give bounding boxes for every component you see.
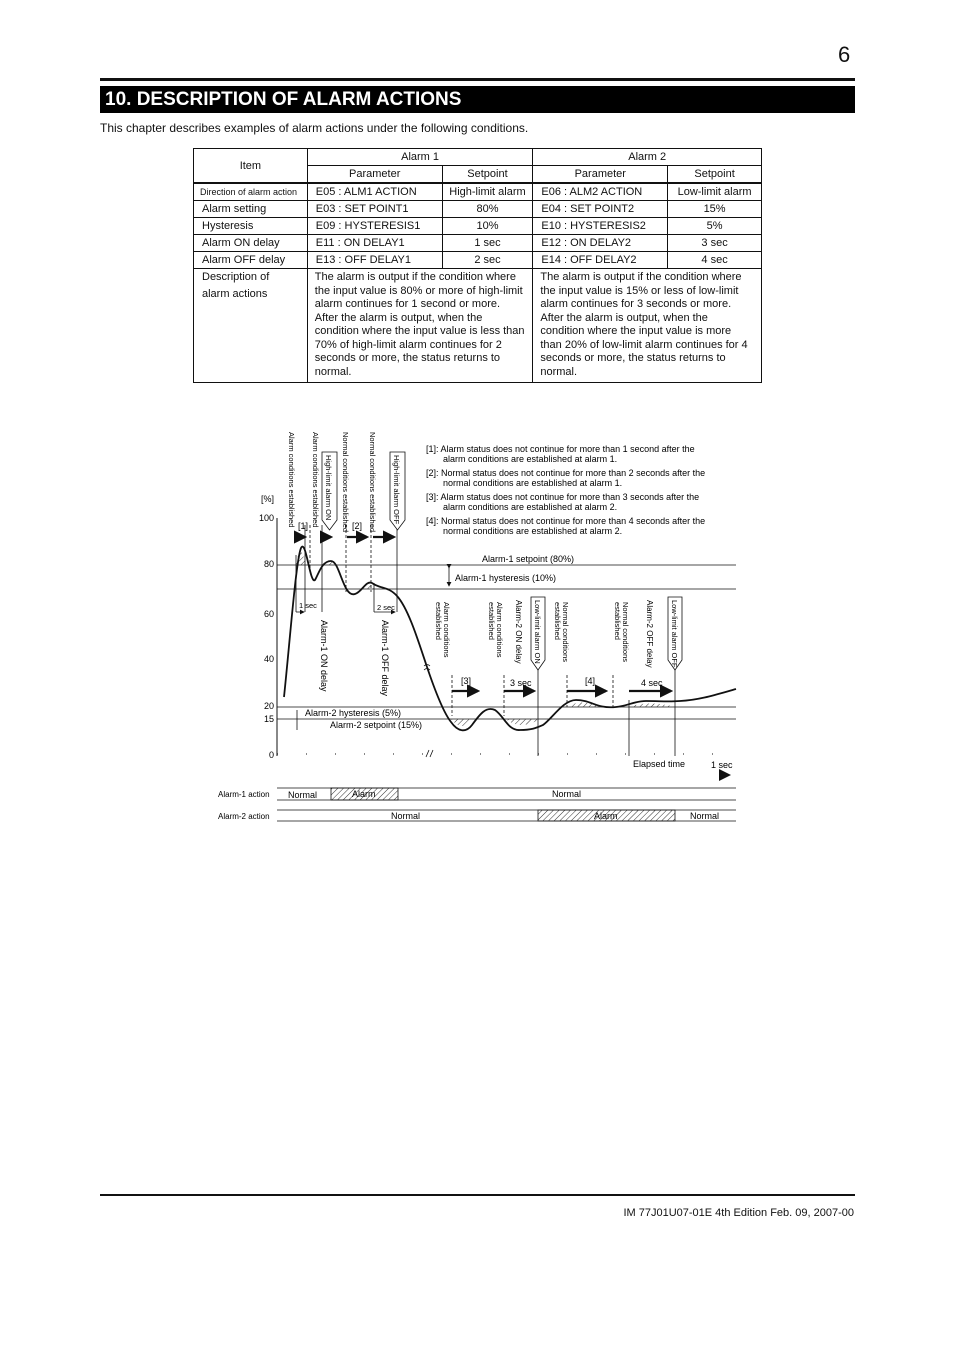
label-alarm1-hysteresis: Alarm-1 hysteresis (10%): [455, 573, 557, 583]
header-item: Item: [194, 149, 308, 184]
header-a2-setpoint: Setpoint: [668, 166, 762, 184]
note-line: alarm conditions are established at alarm 2.: [443, 502, 618, 512]
hatched-alarm-region: [506, 719, 540, 725]
alarm2-action-row: [218, 810, 736, 821]
header-alarm1: Alarm 1: [307, 149, 533, 166]
alarm2-alarm: Alarm: [594, 811, 618, 821]
row-a1-set: 10%: [442, 218, 533, 235]
note-line: normal conditions are established at alarm 2.: [443, 526, 623, 536]
row-a2-set: 3 sec: [668, 235, 762, 252]
y-tick: 40: [263, 654, 274, 664]
label-normal-conditions: Normal conditions: [621, 602, 630, 663]
row-item: Hysteresis: [194, 218, 308, 235]
row-a2-param: E10 : HYSTERESIS2: [533, 218, 668, 235]
page-number: 6: [838, 42, 851, 67]
label-alarm1-off-delay: Alarm-1 OFF delay: [380, 620, 390, 697]
marker-1: [1]: [298, 521, 309, 531]
label-alarm2-on-delay: Alarm-2 ON delay: [514, 600, 523, 664]
label-low-alarm-off: Low-limit alarm OFF: [670, 600, 679, 668]
label-3sec: 3 sec: [510, 678, 532, 688]
label-normal-conditions: established: [553, 602, 562, 640]
row-a1-param: E09 : HYSTERESIS1: [307, 218, 442, 235]
alarm1-normal: Normal: [552, 789, 582, 799]
row-a2-set: Low-limit alarm: [668, 183, 762, 201]
alarm1-action-label: Alarm-1 action: [218, 790, 270, 799]
note-line: alarm conditions are established at alarm 1.: [443, 454, 618, 464]
row-a2-set: 15%: [668, 201, 762, 218]
label-1sec-scale: 1 sec: [711, 760, 733, 770]
alarm2-normal: Normal: [690, 811, 720, 821]
y-tick: 60: [263, 609, 274, 619]
row-a2-param: E14 : OFF DELAY2: [533, 252, 668, 269]
label-a2-cond: Alarm conditions: [442, 602, 451, 658]
desc-alarm2: The alarm is output if the condition where the input value is 15% or less of low-limit alarm continues for 3 seconds or more. After the alarm is output, when the condition where the input value is more than 20% of low-limit alarm continues for 4 seconds or more, the status returns to normal.: [533, 269, 762, 383]
note-line: [3]: Alarm status does not continue for more than 3 seconds after the: [426, 492, 700, 502]
alarm1-normal: Normal: [288, 790, 318, 800]
desc-alarm1: The alarm is output if the condition where the input value is 80% or more of high-limit alarm continues for 1 second or more. After the alarm is output, when the condition where the input value is less than 70% of high-limit alarm continues for 2 seconds or more, the status returns to normal.: [307, 269, 533, 383]
intro-text: This chapter describes examples of alarm actions under the following conditions.: [100, 121, 529, 135]
header-alarm2: Alarm 2: [533, 149, 762, 166]
y-tick: 100: [258, 513, 274, 523]
marker-4: [4]: [585, 676, 596, 686]
header-a1-parameter: Parameter: [307, 166, 442, 184]
note-line: [1]: Alarm status does not continue for more than 1 second after the: [426, 444, 695, 454]
row-a2-set: 5%: [668, 218, 762, 235]
desc-item-line1: Description of: [202, 271, 270, 283]
row-a2-param: E04 : SET POINT2: [533, 201, 668, 218]
row-item: Alarm ON delay: [194, 235, 308, 252]
alarm1-action-row: [218, 788, 736, 800]
label-normal-conditions: established: [613, 602, 622, 640]
label-alarm2-setpoint: Alarm-2 setpoint (15%): [330, 720, 423, 730]
row-a2-param: E12 : ON DELAY2: [533, 235, 668, 252]
row-a1-param: E03 : SET POINT1: [307, 201, 442, 218]
desc-item-line2: alarm actions: [202, 287, 268, 300]
label-4sec: 4 sec: [641, 678, 663, 688]
marker-2: [2]: [352, 521, 363, 531]
y-tick: 20: [263, 701, 274, 711]
label-elapsed-time: Elapsed time: [633, 759, 686, 769]
row-a1-set: 1 sec: [442, 235, 533, 252]
y-unit: [%]: [260, 494, 274, 504]
y-axis-ticks: [259, 494, 274, 760]
label-alarm1-setpoint: Alarm-1 setpoint (80%): [482, 554, 575, 564]
row-item: Direction of alarm action: [194, 183, 308, 201]
label-1sec: 1 sec: [299, 601, 317, 610]
hatched-alarm-region: [628, 704, 675, 708]
row-a1-set: High-limit alarm: [442, 183, 533, 201]
alarm2-normal: Normal: [391, 811, 421, 821]
label-2sec: 2 sec: [377, 603, 395, 612]
y-tick: 0: [268, 750, 274, 760]
y-tick: 15: [263, 714, 274, 724]
label-normal-conditions: Normal conditions: [561, 602, 570, 663]
section-title: 10. DESCRIPTION OF ALARM ACTIONS: [100, 86, 855, 113]
diagram-notes: [426, 444, 705, 536]
footer-text: IM 77J01U07-01E 4th Edition Feb. 09, 2007-00: [623, 1207, 854, 1219]
note-line: [4]: Normal status does not continue for more than 4 seconds after the: [426, 516, 706, 526]
row-a1-param: E13 : OFF DELAY1: [307, 252, 442, 269]
marker-3: [3]: [461, 676, 472, 686]
label-a2-cond: established: [487, 602, 496, 640]
alarm1-alarm: Alarm: [352, 789, 376, 799]
label-alarm-conditions: Alarm conditions established: [311, 432, 320, 528]
label-high-alarm-off: High-limit alarm OFF: [392, 455, 401, 525]
row-a2-param: E06 : ALM2 ACTION: [533, 183, 668, 201]
label-a2-cond: established: [434, 602, 443, 640]
row-a1-param: E11 : ON DELAY1: [307, 235, 442, 252]
note-line: [2]: Normal status does not continue for more than 2 seconds after the: [426, 468, 706, 478]
label-low-alarm-on: Low-limit alarm ON: [533, 600, 542, 664]
row-a1-set: 80%: [442, 201, 533, 218]
row-item: Alarm OFF delay: [194, 252, 308, 269]
row-item: Alarm setting: [194, 201, 308, 218]
label-high-alarm-on: High-limit alarm ON: [324, 455, 333, 521]
label-alarm2-off-delay: Alarm-2 OFF delay: [645, 600, 654, 668]
label-normal-conditions: Normal conditions established: [368, 432, 377, 533]
label-alarm-conditions: Alarm conditions established: [287, 432, 296, 528]
label-alarm2-hysteresis: Alarm-2 hysteresis (5%): [305, 708, 402, 718]
label-alarm1-on-delay: Alarm-1 ON delay: [319, 620, 329, 692]
note-line: normal conditions are established at alarm 1.: [443, 478, 623, 488]
row-a1-param: E05 : ALM1 ACTION: [307, 183, 442, 201]
y-tick: 80: [263, 559, 274, 569]
row-a1-set: 2 sec: [442, 252, 533, 269]
label-a2-cond: Alarm conditions: [495, 602, 504, 658]
header-a1-setpoint: Setpoint: [442, 166, 533, 184]
footer-rule: [100, 1194, 855, 1196]
alarm2-action-label: Alarm-2 action: [218, 812, 270, 821]
row-a2-set: 4 sec: [668, 252, 762, 269]
label-normal-conditions: Normal conditions established: [341, 432, 350, 533]
header-a2-parameter: Parameter: [533, 166, 668, 184]
